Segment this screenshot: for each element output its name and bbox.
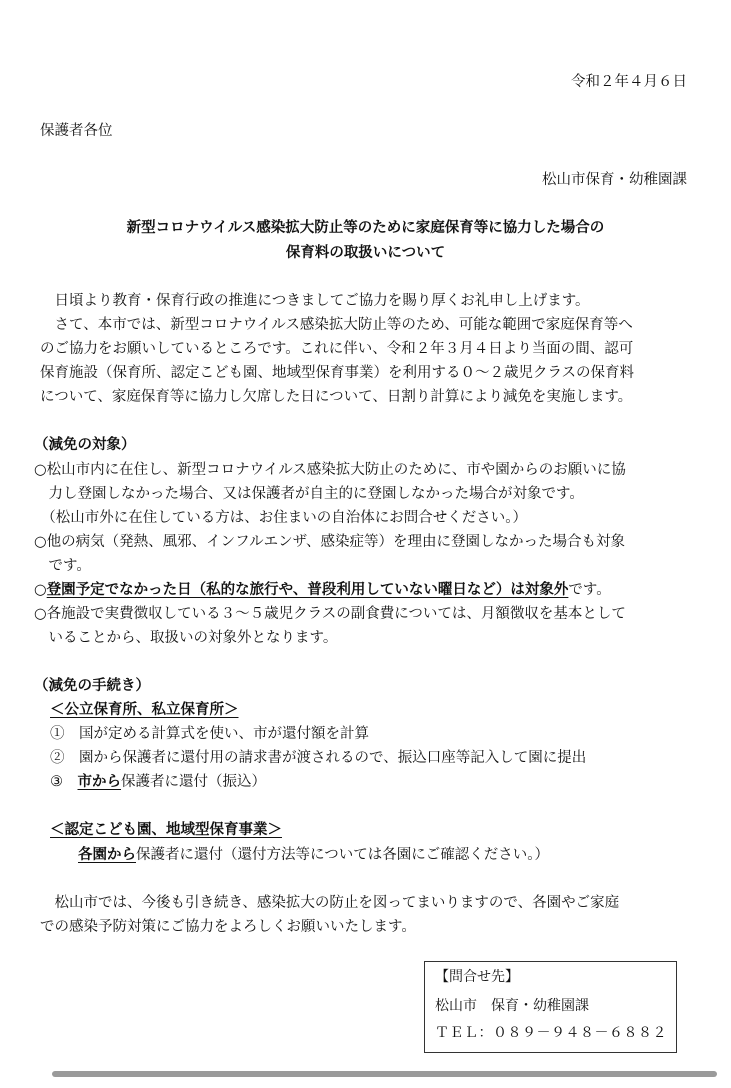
target-line: です。: [34, 558, 91, 574]
procedure-step: ② 園から保護者に還付用の請求書が渡されるので、振込口座等記入して園に提出: [50, 750, 587, 766]
certified-center-text: [78, 843, 549, 867]
closing-line: 松山市では、今後も引き続き、感染拡大の防止を図ってまいりますので、各園やご家庭: [40, 895, 620, 911]
certified-emphasis: 各園から: [78, 847, 136, 863]
certified-center-heading: ＜認定こども園、地域型保育事業＞: [50, 822, 282, 838]
closing-line: での感染予防対策にご協力をよろしくお願いいたします。: [40, 919, 416, 935]
bullet: ○: [34, 582, 47, 598]
intro-line: 日頃より教育・保育行政の推進につきましてご協力を賜り厚くお礼申し上げます。: [40, 293, 590, 309]
procedure-step: [50, 770, 266, 794]
document-date: 令和２年４月６日: [571, 74, 687, 90]
procedure-heading: （減免の手続き）: [34, 678, 150, 694]
contact-phone: ＴＥＬ：０８９－９４８－６８８２: [435, 1025, 667, 1041]
step-emphasis: 市から: [77, 774, 121, 790]
intro-line: 保育施設（保育所、認定こども園、地域型保育事業）を利用する０～２歳児クラスの保育料: [40, 365, 635, 381]
target-line: ○松山市内に在住し、新型コロナウイルス感染拡大防止のために、市や園からのお願いに協: [34, 462, 626, 478]
public-nursery-heading: ＜公立保育所、私立保育所＞: [50, 702, 239, 718]
contact-label: 【問合せ先】: [435, 969, 519, 985]
step-number: ③: [50, 774, 78, 790]
target-line: （松山市外に在住している方は、お住まいの自治体にお問合せください。）: [34, 510, 527, 526]
intro-line: について、家庭保育等に協力し欠席した日について、日割り計算により減免を実施します。: [40, 389, 633, 405]
document-title-line2: 保育料の取扱いについて: [285, 245, 446, 261]
certified-rest: 保護者に還付（還付方法等については各園にご確認ください。）: [136, 847, 549, 863]
target-line: ○他の病気（発熱、風邪、インフルエンザ、感染症等）を理由に登園しなかった場合も対象: [34, 534, 626, 550]
contact-department: 松山市 保育・幼稚園課: [435, 998, 589, 1014]
step-text: 保護者に還付（振込）: [121, 774, 266, 790]
target-line: いることから、取扱いの対象外となります。: [34, 630, 338, 646]
excluded-days-emphasis: 登園予定でなかった日（私的な旅行や、普段利用していない曜日など）は対象外: [46, 582, 569, 598]
excluded-days-line: [34, 578, 611, 602]
target-line: 力し登園しなかった場合、又は保護者が自主的に登園しなかった場合が対象です。: [34, 486, 584, 502]
scrollbar[interactable]: [52, 1071, 717, 1077]
target-heading: （減免の対象）: [34, 437, 136, 453]
intro-line: のご協力をお願いしているところです。これに伴い、令和２年３月４日より当面の間、認可: [40, 341, 634, 357]
intro-line: さて、本市では、新型コロナウイルス感染拡大防止等のため、可能な範囲で家庭保育等へ: [40, 317, 633, 333]
excluded-days-suffix: です。: [568, 582, 611, 598]
document-title-line1: 新型コロナウイルス感染拡大防止等のために家庭保育等に協力した場合の: [126, 220, 605, 236]
procedure-step: ① 国が定める計算式を使い、市が還付額を計算: [50, 726, 369, 742]
recipient: 保護者各位: [40, 123, 113, 139]
contact-box: [424, 961, 677, 1053]
sender: 松山市保育・幼稚園課: [542, 172, 687, 188]
target-line: ○各施設で実費徴収している３～５歳児クラスの副食費については、月額徴収を基本として: [34, 606, 626, 622]
